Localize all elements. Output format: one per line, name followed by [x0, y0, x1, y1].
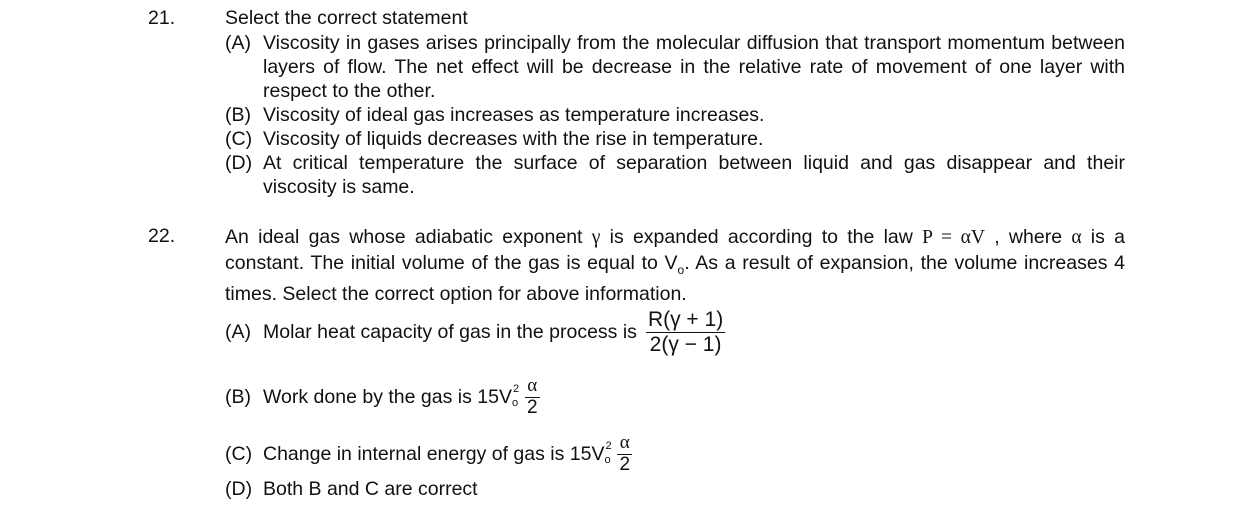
subscript: o — [511, 397, 519, 409]
option-label: (A) — [225, 32, 251, 54]
question-number-21: 21. — [148, 7, 176, 29]
question-22-option-a — [225, 302, 725, 362]
stem-text: is expanded according to the law — [600, 226, 923, 248]
question-21-option-b — [225, 103, 1125, 127]
question-22-stem — [225, 225, 1125, 306]
stem-text: An ideal gas whose adiabatic exponent — [225, 226, 592, 248]
option-text: Viscosity in gases arises principally from the molecular diffusion that transport momentum between layers of flow. The net effect will be decrease in the relative rate of movement of one layer with respect to the other. — [263, 32, 1125, 103]
question-21-option-a — [225, 31, 1125, 104]
fraction-numerator: R(γ + 1) — [647, 308, 724, 332]
alpha-symbol: α — [1071, 227, 1082, 248]
gamma-symbol: γ — [591, 227, 601, 248]
question-22-option-c — [225, 430, 632, 478]
superscript: 2 — [605, 440, 612, 452]
fraction-numerator: α — [527, 374, 538, 396]
fraction-denominator: 2 — [619, 453, 631, 475]
stem-text: is a constant. The initial volume of the gas is equal to V — [225, 226, 1125, 274]
option-label: (D) — [225, 478, 253, 500]
option-text: At critical temperature the surface of separation between liquid and gas disappear and their viscosity is same. — [263, 152, 1125, 199]
fraction-numerator: α — [619, 431, 630, 453]
law-equation: P = αV — [922, 227, 985, 248]
fraction-denominator: 2(γ − 1) — [649, 332, 722, 356]
subscript: o — [604, 454, 611, 466]
question-number-22: 22. — [148, 225, 176, 247]
power-subscript — [511, 383, 522, 409]
stem-text: , where — [984, 226, 1072, 248]
question-22-option-b — [225, 373, 540, 421]
fraction — [646, 308, 725, 355]
subscript-o: o — [677, 262, 685, 277]
question-21-option-d — [225, 151, 1125, 199]
power-subscript — [604, 440, 614, 466]
stem-text: . As a result of expansion, the volume increases 4 times. Select the correct option for above information. — [225, 251, 1125, 305]
fraction — [525, 376, 540, 419]
option-label: (A) — [225, 320, 251, 343]
superscript: 2 — [512, 383, 520, 395]
option-text: Work done by the gas is 15V — [263, 385, 512, 408]
option-label: (C) — [225, 442, 253, 465]
option-text: Viscosity of liquids decreases with the rise in temperature. — [263, 128, 764, 150]
question-21-stem: Select the correct statement — [225, 7, 468, 29]
option-label: (B) — [225, 385, 251, 408]
fraction — [617, 433, 632, 476]
option-text: Viscosity of ideal gas increases as temperature increases. — [263, 104, 765, 126]
option-text: Molar heat capacity of gas in the process is — [263, 320, 637, 343]
option-label: (D) — [225, 152, 253, 174]
question-21-option-c — [225, 127, 1125, 151]
option-text: Change in internal energy of gas is 15V — [263, 442, 605, 465]
option-label: (C) — [225, 128, 253, 150]
fraction-denominator: 2 — [526, 396, 538, 418]
option-label: (B) — [225, 104, 251, 126]
option-text: Both B and C are correct — [263, 478, 478, 500]
question-22-option-d — [225, 478, 478, 501]
